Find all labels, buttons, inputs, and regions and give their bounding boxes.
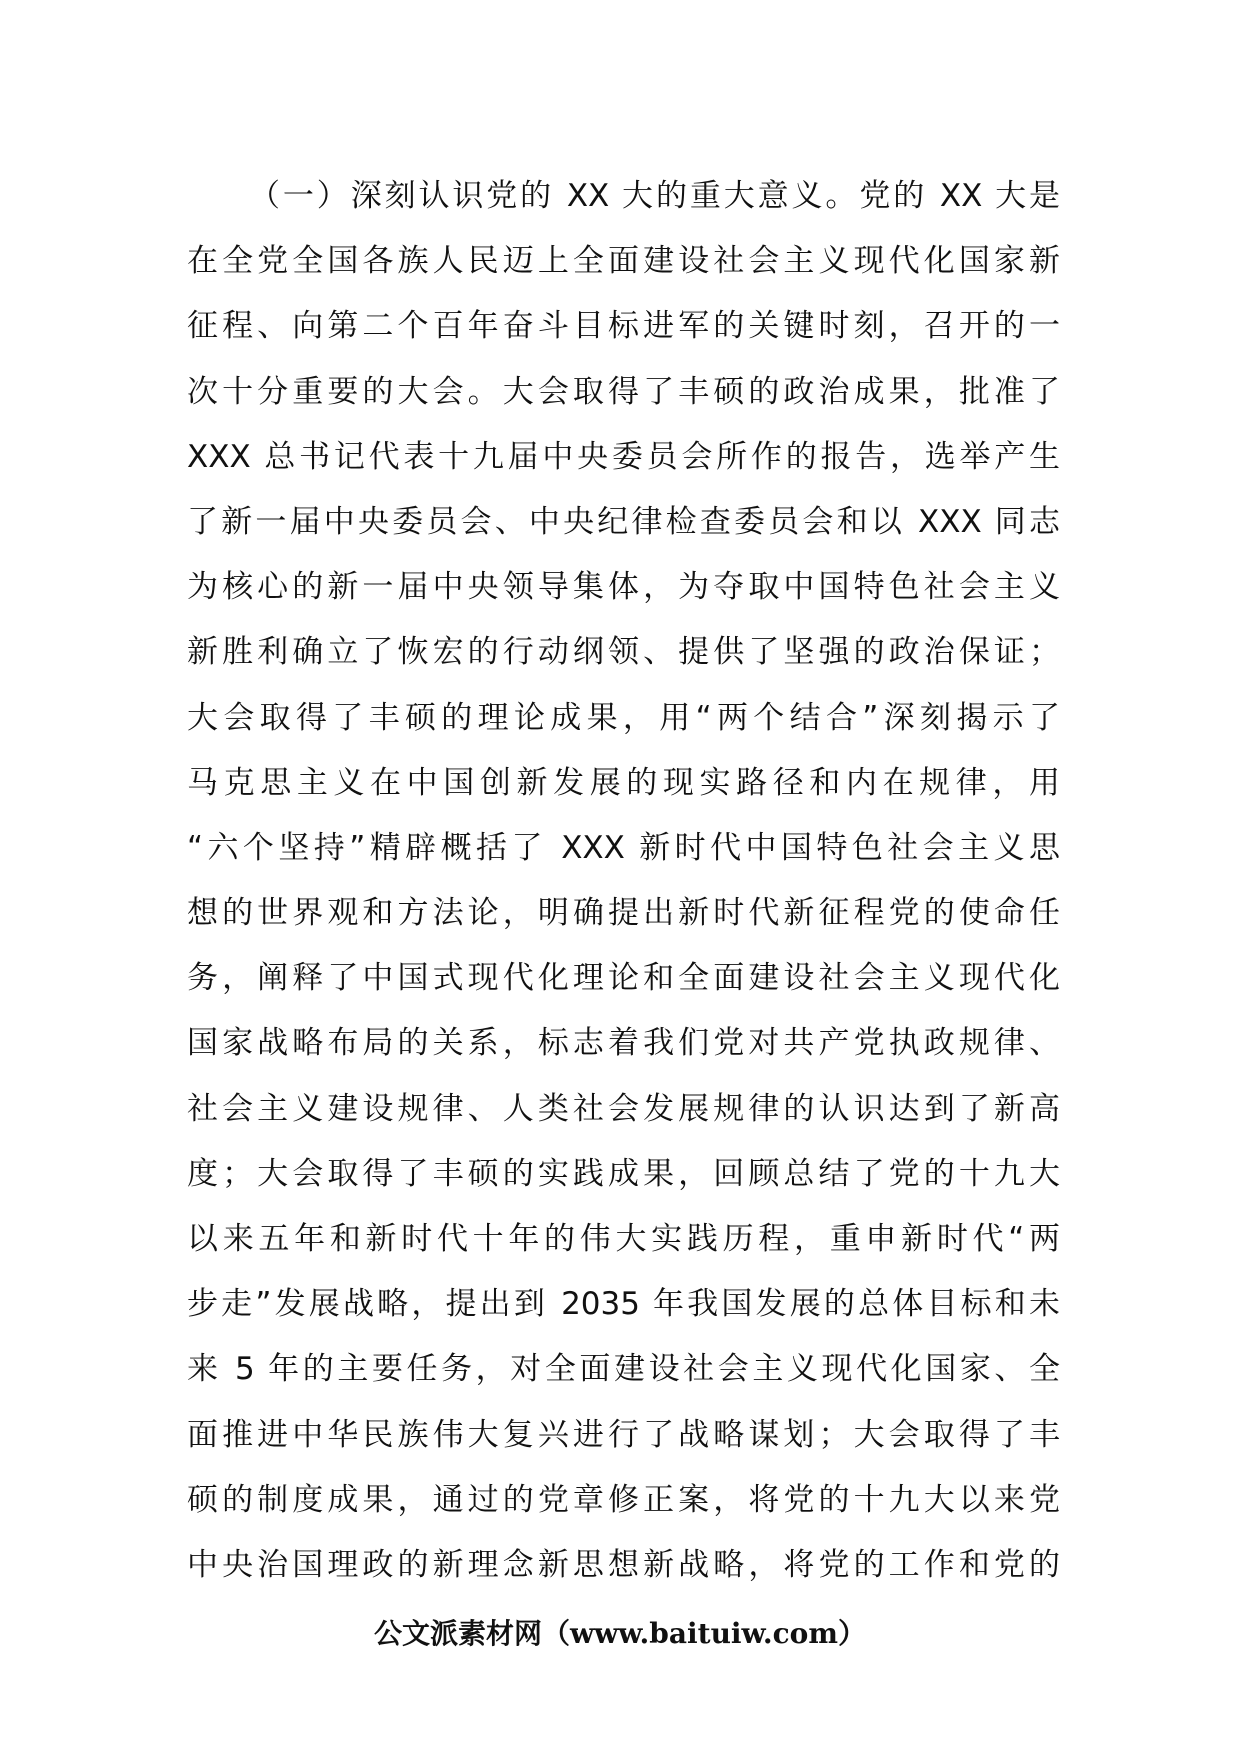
paragraph-line: 以来五年和新时代十年的伟大实践历程，重申新时代“两 xyxy=(187,1221,1060,1257)
paragraph-line: 在全党全国各族人民迈上全面建设社会主义现代化国家新 xyxy=(187,243,1060,280)
paragraph-line: 想的世界观和方法论，明确提出新时代新征程党的使命任 xyxy=(187,895,1060,932)
paragraph-line: “六个坚持”精辟概括了 XXX 新时代中国特色社会主义思 xyxy=(187,829,1060,866)
paragraph-line: 社会主义建设规律、人类社会发展规律的认识达到了新高 xyxy=(187,1090,1060,1127)
paragraph-line: 次十分重要的大会。大会取得了丰硕的政治成果，批准了 xyxy=(187,373,1060,410)
paragraph-line: 大会取得了丰硕的理论成果，用“两个结合”深刻揭示了 xyxy=(187,699,1060,736)
paragraph-line: 中央治国理政的新理念新思想新战略，将党的工作和党的 xyxy=(187,1546,1060,1583)
paragraph-line: 为核心的新一届中央领导集体，为夺取中国特色社会主义 xyxy=(187,569,1060,606)
paragraph-line: （一）深刻认识党的 XX 大的重大意义。党的 XX 大是 xyxy=(249,178,1060,214)
paragraph-line: 来 5 年的主要任务，对全面建设社会主义现代化国家、全 xyxy=(187,1351,1060,1388)
paragraph-line: 新胜利确立了恢宏的行动纲领、提供了坚强的政治保证； xyxy=(187,634,1060,671)
paragraph-line: 面推进中华民族伟大复兴进行了战略谋划；大会取得了丰 xyxy=(187,1416,1060,1453)
paragraph-line: 马克思主义在中国创新发展的现实路径和内在规律，用 xyxy=(187,764,1060,801)
paragraph-line: XXX 总书记代表十九届中央委员会所作的报告，选举产生 xyxy=(187,438,1060,475)
paragraph-line: 务，阐释了中国式现代化理论和全面建设社会主义现代化 xyxy=(187,960,1060,997)
paragraph-line: 国家战略布局的关系，标志着我们党对共产党执政规律、 xyxy=(187,1025,1060,1062)
paragraph-line: 步走”发展战略，提出到 2035 年我国发展的总体目标和未 xyxy=(187,1286,1060,1323)
paragraph-line: 硕的制度成果，通过的党章修正案，将党的十九大以来党 xyxy=(187,1481,1060,1518)
footer-watermark: 公文派素材网（www.baituiw.com） xyxy=(374,1617,866,1650)
body-paragraph xyxy=(187,164,1060,1598)
paragraph-line: 征程、向第二个百年奋斗目标进军的关键时刻，召开的一 xyxy=(187,308,1060,345)
paragraph-line: 度；大会取得了丰硕的实践成果，回顾总结了党的十九大 xyxy=(187,1155,1060,1192)
paragraph-line: 了新一届中央委员会、中央纪律检查委员会和以 XXX 同志 xyxy=(187,503,1060,540)
